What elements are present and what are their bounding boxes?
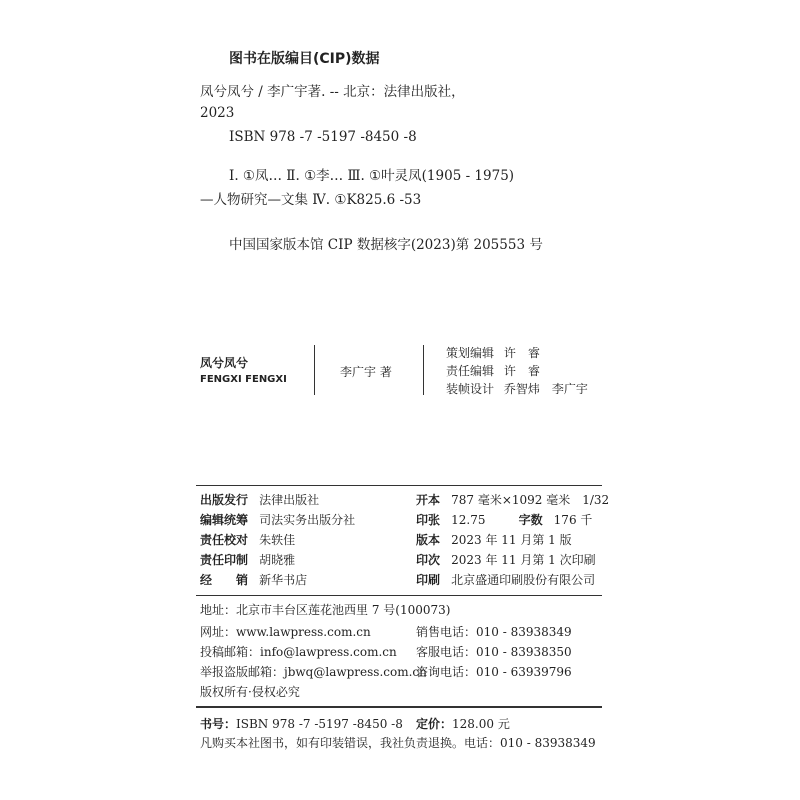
pub-value: 新华书店 bbox=[259, 573, 308, 587]
editor-row bbox=[446, 344, 540, 361]
pub-row bbox=[416, 509, 592, 528]
editor-row bbox=[446, 380, 588, 397]
footer-book-number-row bbox=[200, 713, 403, 732]
pub-label: 经 销 bbox=[200, 573, 249, 587]
footer-value: ISBN 978 -7 -5197 -8450 -8 bbox=[236, 717, 403, 731]
cip-subject-2: —人物研究—文集 Ⅳ. ①K825.6 -53 bbox=[200, 192, 422, 208]
book-title-pinyin: FENGXI FENGXI bbox=[200, 374, 287, 385]
contact-website: 网址：www.lawpress.com.cn bbox=[200, 625, 371, 639]
pub-value: 2023 年 11 月第 1 版 bbox=[451, 533, 572, 547]
contact-address: 地址：北京市丰台区莲花池西里 7 号(100073) bbox=[200, 603, 451, 617]
pub-row bbox=[200, 529, 295, 548]
pub-label: 出版发行 bbox=[200, 493, 249, 507]
pub-row bbox=[200, 569, 307, 588]
pub-row bbox=[416, 569, 595, 588]
divider-footer bbox=[196, 706, 602, 708]
cip-subject-1: Ⅰ. ①凤… Ⅱ. ①李… Ⅲ. ①叶灵凤(1905 - 1975) bbox=[229, 168, 515, 184]
pub-row bbox=[200, 489, 319, 508]
contact-service-phone: 客服电话：010 - 83938350 bbox=[416, 645, 572, 659]
divider-pub-bottom bbox=[196, 595, 602, 596]
return-notice: 凡购买本社图书，如有印装错误，我社负责退换。电话：010 - 83938349 bbox=[200, 736, 596, 750]
editor-name: 许 睿 bbox=[503, 364, 540, 378]
footer-label: 书号： bbox=[200, 717, 237, 731]
pub-row bbox=[416, 549, 596, 568]
pub-value: 司法实务出版分社 bbox=[259, 513, 356, 527]
editor-name: 许 睿 bbox=[503, 346, 540, 360]
cip-title: 图书在版编目(CIP)数据 bbox=[229, 51, 380, 67]
contact-sales-phone: 销售电话：010 - 83938349 bbox=[416, 625, 572, 639]
pub-label: 责任印制 bbox=[200, 553, 249, 567]
editor-name: 乔智炜 李广宇 bbox=[503, 382, 588, 396]
footer-price-row bbox=[416, 713, 510, 732]
cip-isbn: ISBN 978 -7 -5197 -8450 -8 bbox=[229, 129, 417, 145]
pub-value: 北京盛通印刷股份有限公司 bbox=[451, 573, 596, 587]
editor-role: 策划编辑 bbox=[446, 346, 495, 360]
contact-submission-email: 投稿邮箱：info@lawpress.com.cn bbox=[200, 645, 397, 659]
pub-row bbox=[200, 509, 355, 528]
cip-line-title-author: 凤兮凤兮 / 李广宇著. -- 北京：法律出版社， bbox=[200, 84, 465, 100]
pub-label: 编辑统筹 bbox=[200, 513, 249, 527]
footer-label: 定价： bbox=[416, 717, 453, 731]
price bbox=[416, 717, 510, 731]
pub-row bbox=[416, 529, 572, 548]
book-title-cn: 凤兮凤兮 bbox=[200, 356, 249, 370]
cip-record-number: 中国国家版本馆 CIP 数据核字(2023)第 205553 号 bbox=[229, 237, 543, 253]
pub-label: 印刷 bbox=[416, 573, 441, 587]
cip-line-year: 2023 bbox=[200, 105, 235, 121]
pub-value: 2023 年 11 月第 1 次印刷 bbox=[451, 553, 596, 567]
pub-value: 胡晓雅 bbox=[259, 553, 296, 567]
pub-label: 字数 bbox=[518, 513, 543, 527]
pub-value: 法律出版社 bbox=[259, 493, 320, 507]
pub-label: 开本 bbox=[416, 493, 441, 507]
pub-value: 787 毫米×1092 毫米 1/32 bbox=[451, 493, 610, 507]
pub-row bbox=[200, 549, 295, 568]
pub-value: 12.75 bbox=[451, 513, 486, 527]
contact-inquiry-phone: 咨询电话：010 - 63939796 bbox=[416, 665, 572, 679]
divider-right bbox=[423, 345, 424, 395]
pub-label: 印次 bbox=[416, 553, 441, 567]
pub-label: 责任校对 bbox=[200, 533, 249, 547]
editor-row bbox=[446, 362, 540, 379]
copyright-notice: 版权所有·侵权必究 bbox=[200, 685, 300, 699]
pub-value: 176 千 bbox=[553, 513, 593, 527]
pub-label: 版本 bbox=[416, 533, 441, 547]
pub-row bbox=[416, 489, 609, 508]
editor-role: 责任编辑 bbox=[446, 364, 495, 378]
contact-piracy-email: 举报盗版邮箱：jbwq@lawpress.com.cn bbox=[200, 665, 427, 679]
book-number bbox=[200, 717, 403, 731]
footer-value: 128.00 元 bbox=[452, 717, 510, 731]
pub-label: 印张 bbox=[416, 513, 441, 527]
editor-role: 装帧设计 bbox=[446, 382, 495, 396]
divider-pub-top bbox=[196, 485, 602, 486]
pub-value: 朱轶佳 bbox=[259, 533, 296, 547]
book-author: 李广宇 著 bbox=[340, 365, 392, 379]
divider-left bbox=[314, 345, 315, 395]
